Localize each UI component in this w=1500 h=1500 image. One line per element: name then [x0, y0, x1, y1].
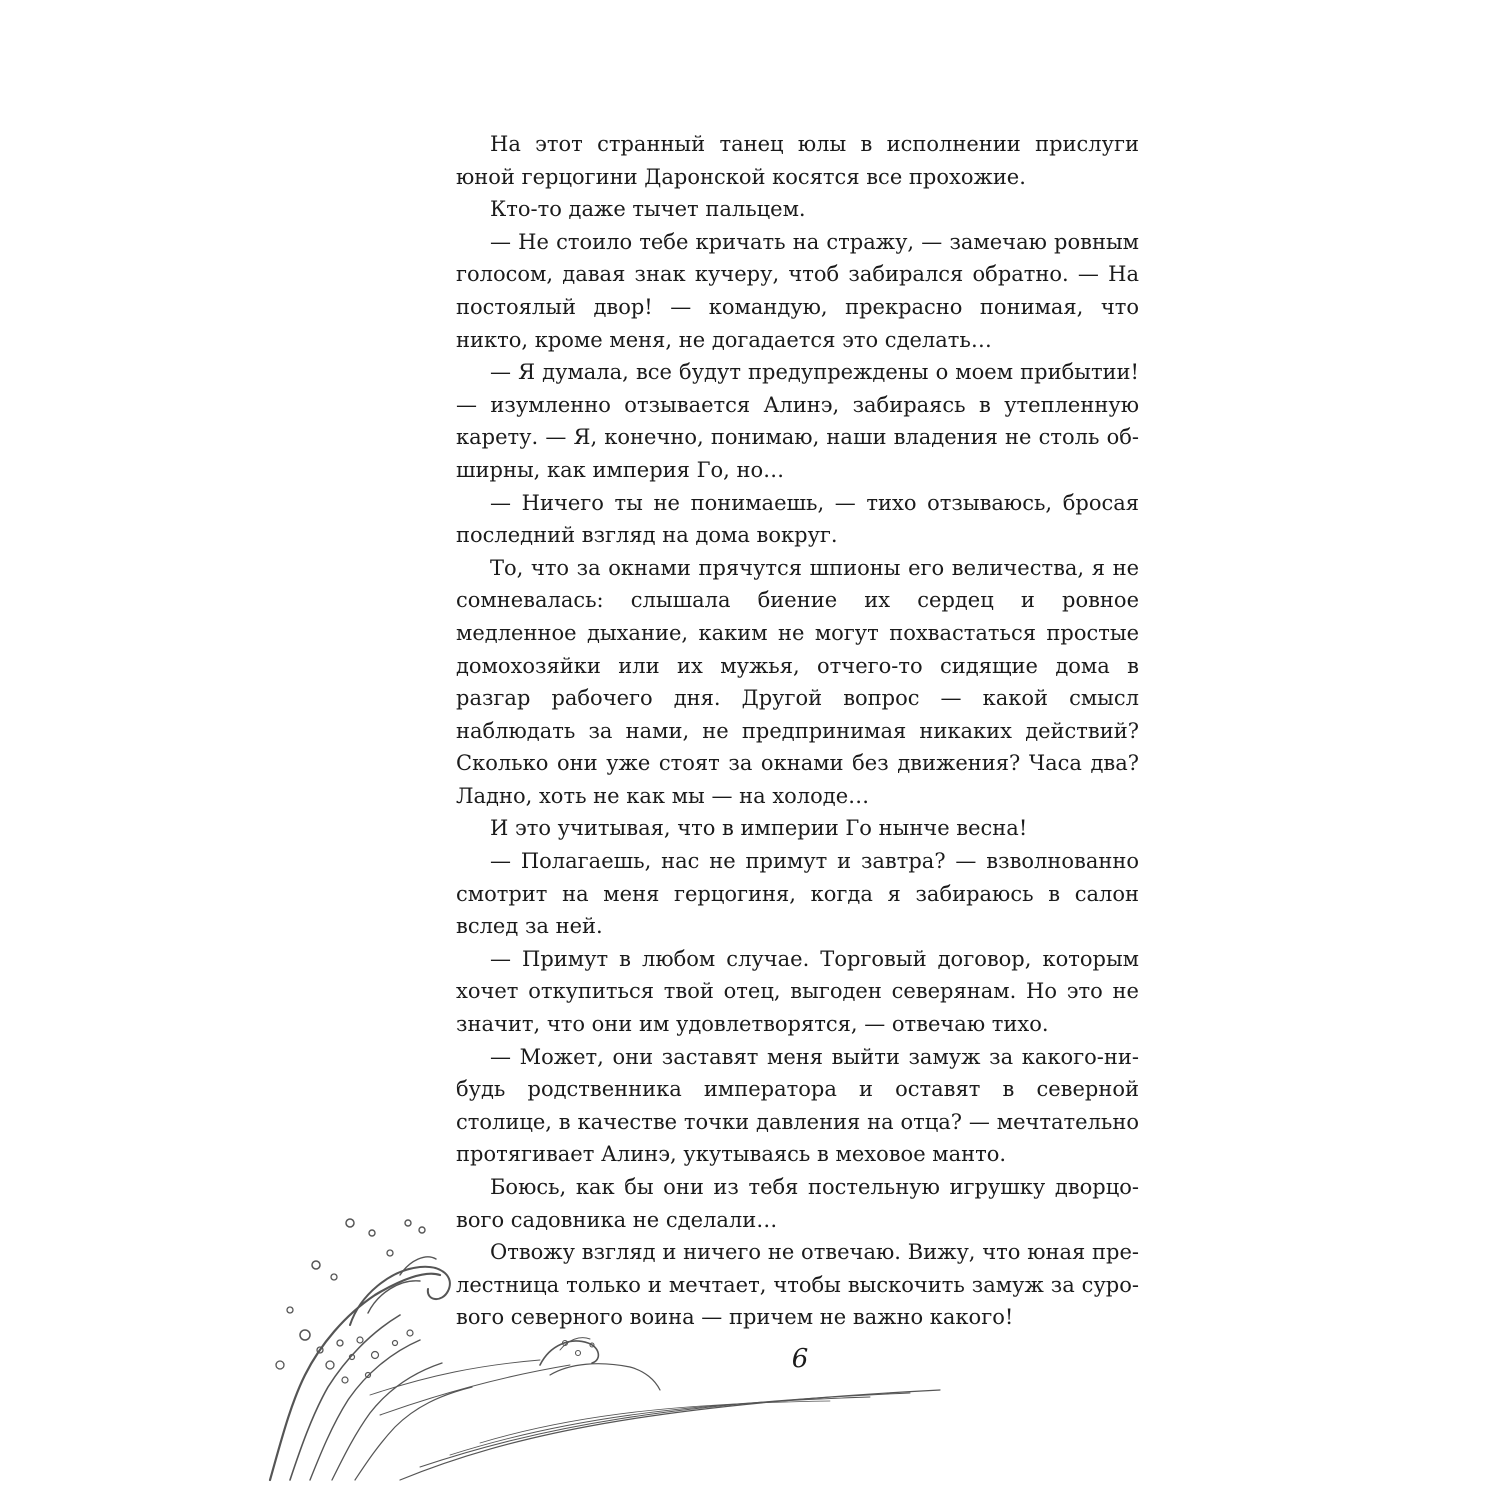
paragraph: Кто-то даже тычет пальцем. — [490, 197, 806, 222]
paragraph: На этот странный танец юлы в исполнении прислуги юной герцогини Даронской косятся все прохожие. — [456, 132, 1139, 189]
paragraph: — Ничего ты не понимаешь, — тихо отзываюсь, бросая последний взгляд на дома вокруг. — [456, 490, 1139, 548]
paragraph: Боюсь, как бы они из тебя постельную игрушку дворцового садовника не сделали… — [456, 1175, 1139, 1232]
paragraph: — Полагаешь, нас не примут и завтра? — взволнованно смотрит на меня герцогиня, когда я забираюсь в салон вслед за ней. — [456, 849, 1139, 939]
wave-illustration-icon — [250, 1215, 950, 1485]
paragraph: — Примут в любом случае. Торговый договор, которым хочет откупиться твой отец, выгоден северянам. Но это не значит, что они им удовлетворятся, — отвечаю тихо. — [456, 946, 1139, 1037]
page-number: 6 — [791, 1344, 809, 1374]
paragraph: И это учитывая, что в империи Го нынче весна! — [490, 816, 1028, 841]
paragraph: — Я думала, все будут предупреждены о моем прибытии! — изумленно отзывается Алинэ, забираясь в утепленную карету. — Я, конечно, понимаю, наши владения не столь обширны, как империя Го, но… — [456, 360, 1139, 482]
paragraph: — Не стоило тебе кричать на стражу, — замечаю ровным голосом, давая знак кучеру, чтоб забирался обратно. — На постоялый двор! — командую, прекрасно понимая, что никто, кроме меня, не догадается это сделать… — [456, 229, 1139, 352]
paragraph: Отвожу взгляд и ничего не отвечаю. Вижу, что юная прелестница только и мечтает, чтобы выскочить замуж за сурового северного воина — причем не важно какого! — [456, 1240, 1139, 1330]
paragraph: То, что за окнами прячутся шпионы его величества, я не сомневалась: слышала биение их сердец и ровное медленное дыхание, каким не могут похвастаться простые домохозяйки или их мужья, отчего-то сидящие дома в разгар рабочего дня. Другой вопрос — какой смысл наблюдать за нами, не предпринимая никаких действий? Сколько они уже стоят за окнами без движения? Часа два? Ладно, хоть не как мы — на холоде… — [456, 555, 1139, 808]
paragraph: — Может, они заставят меня выйти замуж за какого-нибудь родственника императора и оставят в северной столице, в качестве точки давления на отца? — мечтательно протягивает Алинэ, укутываясь в меховое манто. — [456, 1044, 1139, 1167]
body-text — [456, 128, 1139, 1334]
